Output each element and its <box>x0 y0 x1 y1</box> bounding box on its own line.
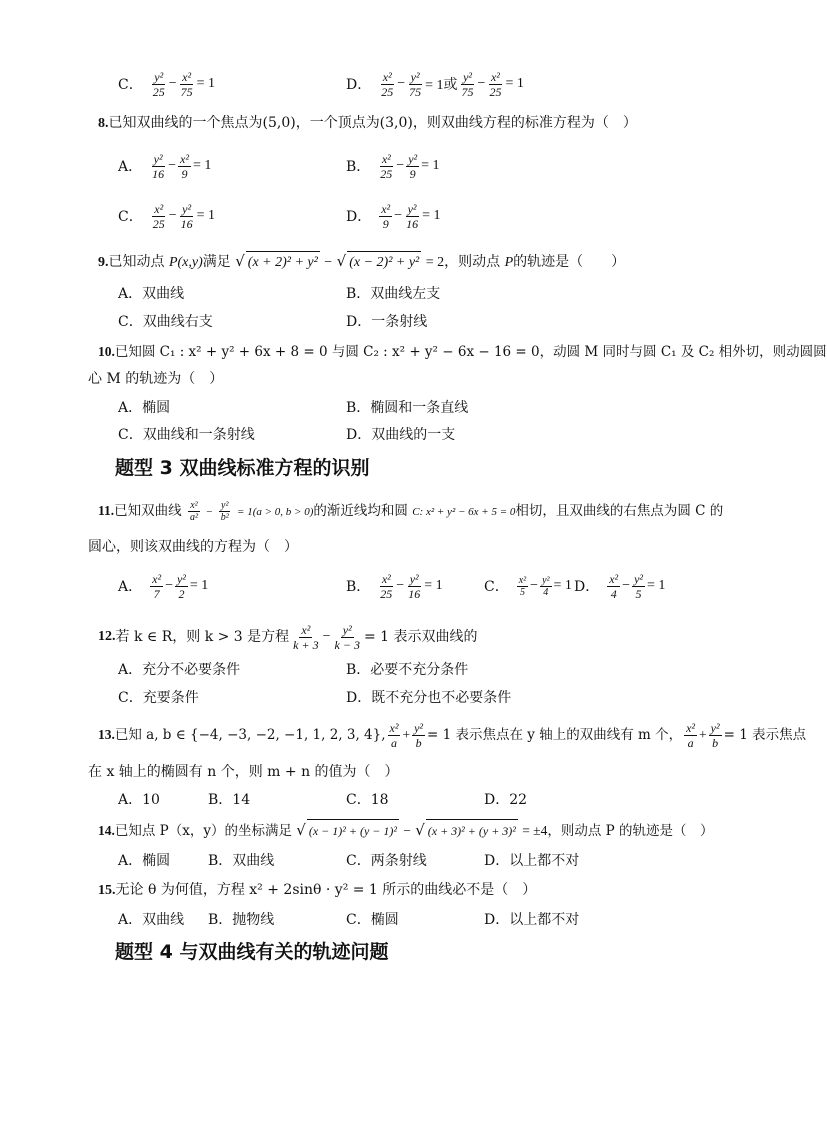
q12-option-a[interactable]: A．充分不必要条件 <box>118 662 241 678</box>
q9-option-d[interactable]: D．一条射线 <box>346 314 428 330</box>
q9-option-b[interactable]: B．双曲线左支 <box>346 286 441 302</box>
q12-option-b[interactable]: B．必要不充分条件 <box>346 662 469 678</box>
q13-stem-line-1: 13. 已知 a, b ∈ {−4, −3, −2, −1, 1, 2, 3, 4}, $\frac{\text{x²}}{a}$ + $\frac{\text{y²}}{b}$ = 1 表示焦点在 y 轴上的双曲线有 m 个， $\frac{\text{x²}}{a}$ + $\frac{\text{y²}}{b}$ = 1 表示焦点 <box>98 720 807 750</box>
q8-stem: 8.已知双曲线的一个焦点为(5,0)，一个顶点为(3,0)，则双曲线方程的标准方程为（ ） <box>98 115 637 131</box>
q8-option-c[interactable]: C． $\frac{\text{x²}}{25}$ − $\frac{\text{y²}}{16}$ = 1 <box>118 201 216 231</box>
q11-option-d[interactable]: D． $\frac{\text{x²}}{4}$ − $\frac{\text{y²}}{5}$ = 1 <box>574 571 666 601</box>
q10-option-d[interactable]: D．双曲线的一支 <box>346 427 456 443</box>
q13-option-d[interactable]: D．22 <box>484 792 528 808</box>
q8-options-row-1 <box>118 148 718 184</box>
q11-stem-line-1: 11.已知双曲线 $\frac{\text{x²}}{\text{a²}}$ − $\frac{\text{y²}}{\text{b²}}$ = 1(a > 0, b > 0)的渐近线均和圆 C: x² + y² − 6x + 5 = 0相切，且双曲线的右焦点为圆 C 的 <box>98 500 724 523</box>
section-heading-3: 题型 3 双曲线标准方程的识别 <box>115 457 370 479</box>
q8-option-a[interactable]: A． $\frac{\text{y²}}{16}$ − $\frac{\text{x²}}{9}$ = 1 <box>118 151 212 181</box>
q9-options-row-2 <box>118 311 718 333</box>
q9-stem: 9.已知动点 P(x,y)满足 √ (x + 2)² + y² − √ (x − 2)² + y² = 2，则动点 P的轨迹是（ ） <box>98 250 625 274</box>
q11-option-a[interactable]: A． $\frac{\text{x²}}{7}$ − $\frac{\text{y²}}{2}$ = 1 <box>118 571 209 601</box>
q13-stem-line-2: 在 x 轴上的椭圆有 n 个，则 m + n 的值为（ ） <box>88 764 399 780</box>
q12-option-c[interactable]: C．充要条件 <box>118 690 199 706</box>
q14-option-d[interactable]: D．以上都不对 <box>484 853 580 869</box>
q7-options-row <box>118 66 718 102</box>
q14-option-c[interactable]: C．两条射线 <box>346 853 427 869</box>
q9-options-row-1 <box>118 283 718 305</box>
q11-option-b[interactable]: B． $\frac{\text{x²}}{25}$ − $\frac{\text{y²}}{16}$ = 1 <box>346 571 443 601</box>
q15-options-row <box>118 909 718 931</box>
q12-options-row-1 <box>118 659 718 681</box>
q10-option-c[interactable]: C．双曲线和一条射线 <box>118 427 255 443</box>
q14-options-row <box>118 850 718 872</box>
q10-options-row-2 <box>118 424 718 446</box>
q13-option-b[interactable]: B．14 <box>208 792 251 808</box>
q12-options-row-2 <box>118 687 718 709</box>
q13-option-c[interactable]: C．18 <box>346 792 389 808</box>
q14-option-b[interactable]: B．双曲线 <box>208 853 275 869</box>
q8-options-row-2 <box>118 198 718 234</box>
q10-options-row-1 <box>118 397 718 419</box>
q14-option-a[interactable]: A．椭圆 <box>118 853 171 869</box>
q15-option-a[interactable]: A．双曲线 <box>118 912 185 928</box>
q7-option-c[interactable]: C． $\frac{\text{y²}}{25}$ − $\frac{\text{x²}}{75}$ = 1 <box>118 69 216 99</box>
q10-stem-line-1: 10.已知圆 C₁ : x² + y² + 6x + 8 = 0 与圆 C₂ : x² + y² − 6x − 16 = 0，动圆 M 同时与圆 C₁ 及 C₂ 相外切，则动圆圆 <box>98 344 827 360</box>
q15-stem: 15.无论 θ 为何值，方程 x² + 2sinθ · y² = 1 所示的曲线必不是（ ） <box>98 882 537 898</box>
q15-option-c[interactable]: C．椭圆 <box>346 912 399 928</box>
q10-option-b[interactable]: B．椭圆和一条直线 <box>346 400 469 416</box>
q12-stem: 12. 若 k ∈ R，则 k > 3 是方程 $\frac{\text{x²}}{k + 3}$ − $\frac{\text{y²}}{k - 3}$ = 1 表示双曲线的 <box>98 622 478 652</box>
q9-option-a[interactable]: A．双曲线 <box>118 286 185 302</box>
q12-option-d[interactable]: D．既不充分也不必要条件 <box>346 690 512 706</box>
q15-option-b[interactable]: B．抛物线 <box>208 912 275 928</box>
q8-option-d[interactable]: D． $\frac{\text{x²}}{9}$ − $\frac{\text{y²}}{16}$ = 1 <box>346 201 441 231</box>
q7-option-d[interactable]: D． $\frac{\text{x²}}{25}$ − $\frac{\text{y²}}{75}$ = 1或 $\frac{\text{y²}}{75}$ − $\frac{\text{x²}}{25}$ = 1 <box>346 69 524 99</box>
q10-stem-line-2: 心 M 的轨迹为（ ） <box>88 371 224 387</box>
q11-option-c[interactable]: C． $\frac{\text{x²}}{5}$ − $\frac{\text{y²}}{4}$ = 1 <box>484 574 572 598</box>
q15-option-d[interactable]: D．以上都不对 <box>484 912 580 928</box>
q11-stem-line-2: 圆心，则该双曲线的方程为（ ） <box>88 539 298 555</box>
q13-options-row <box>118 789 718 811</box>
q13-option-a[interactable]: A．10 <box>118 792 160 808</box>
q9-option-c[interactable]: C．双曲线右支 <box>118 314 213 330</box>
q10-option-a[interactable]: A．椭圆 <box>118 400 171 416</box>
section-heading-4: 题型 4 与双曲线有关的轨迹问题 <box>115 941 389 963</box>
q11-options-row <box>118 568 718 604</box>
q14-stem: 14.已知点 P（x，y）的坐标满足 √ (x − 1)² + (y − 1)² − √ (x + 3)² + (y + 3)² = ±4，则动点 P 的轨迹是（ ） <box>98 819 714 842</box>
q8-option-b[interactable]: B． $\frac{\text{x²}}{25}$ − $\frac{\text{y²}}{9}$ = 1 <box>346 151 440 181</box>
